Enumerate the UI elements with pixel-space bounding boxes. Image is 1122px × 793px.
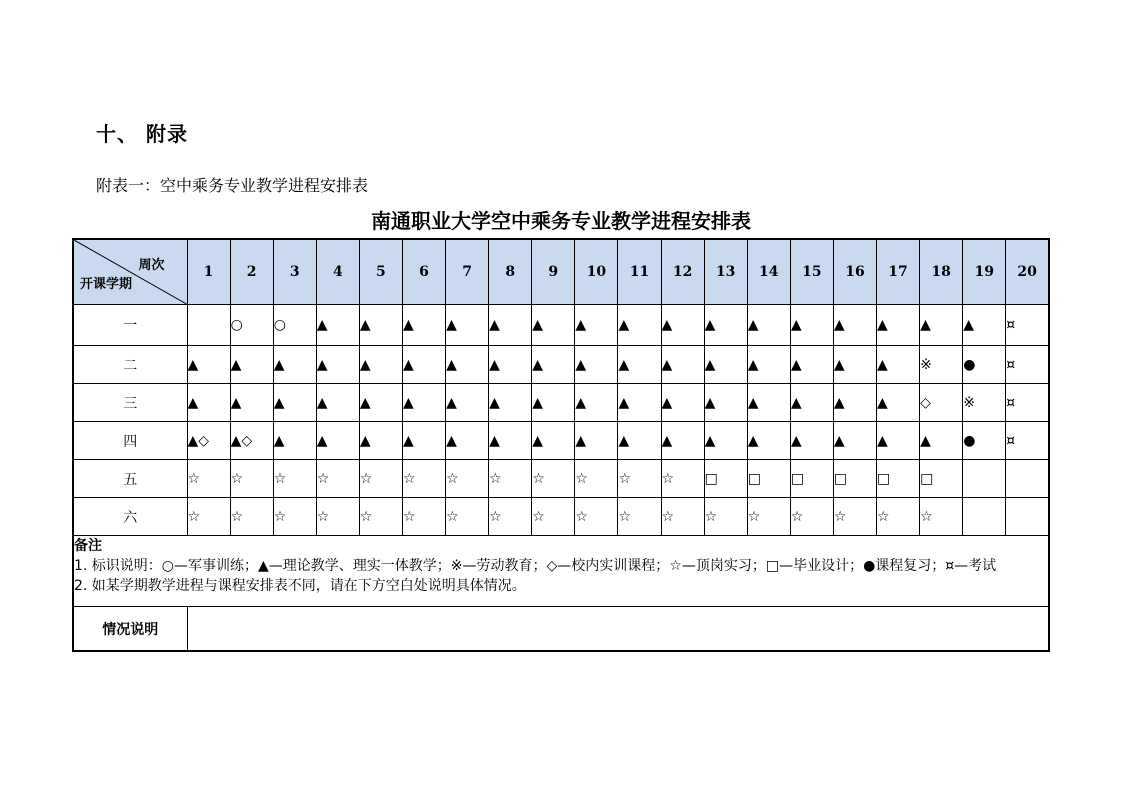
schedule-cell: ▲ — [446, 305, 489, 346]
schedule-cell: ☆ — [187, 498, 230, 536]
schedule-cell: ▲ — [833, 384, 876, 422]
schedule-cell: ▲ — [877, 384, 920, 422]
schedule-cell — [963, 460, 1006, 498]
schedule-cell: ▲ — [704, 305, 747, 346]
notes-legend-line: 1. 标识说明：○—军事训练；▲—理论教学、理实一体教学；※—劳动教育；◇—校内实训课程；☆—顶岗实习；□—毕业设计；●课程复习；¤—考试 — [74, 558, 997, 574]
schedule-cell: ☆ — [833, 498, 876, 536]
schedule-cell: ▲ — [446, 384, 489, 422]
schedule-cell: ▲ — [747, 305, 790, 346]
schedule-cell — [963, 498, 1006, 536]
notes-row — [73, 536, 1049, 607]
schedule-cell — [187, 305, 230, 346]
schedule-cell: ¤ — [1006, 422, 1049, 460]
semester-label: 五 — [73, 460, 187, 498]
schedule-cell: ▲ — [489, 422, 532, 460]
schedule-cell: ▲ — [575, 384, 618, 422]
schedule-cell: ● — [963, 422, 1006, 460]
week-header-cell: 1 — [187, 239, 230, 305]
schedule-cell: ▲ — [489, 384, 532, 422]
situation-row — [73, 607, 1049, 652]
schedule-cell: ▲ — [230, 384, 273, 422]
schedule-cell: ☆ — [704, 498, 747, 536]
schedule-cell: ▲ — [187, 346, 230, 384]
schedule-cell: ▲ — [661, 305, 704, 346]
schedule-cell: ☆ — [230, 460, 273, 498]
schedule-cell — [1006, 498, 1049, 536]
schedule-cell: ☆ — [920, 498, 963, 536]
schedule-cell: ☆ — [402, 498, 445, 536]
schedule-cell: ▲ — [661, 384, 704, 422]
schedule-cell: ▲ — [230, 346, 273, 384]
schedule-cell: ▲◇ — [230, 422, 273, 460]
schedule-cell: ▲ — [833, 305, 876, 346]
semester-label: 四 — [73, 422, 187, 460]
week-header-cell: 13 — [704, 239, 747, 305]
corner-diagonal — [74, 240, 187, 304]
schedule-cell: ▲ — [747, 384, 790, 422]
schedule-cell: ▲ — [833, 422, 876, 460]
schedule-cell: ▲ — [618, 305, 661, 346]
schedule-cell: ▲ — [532, 384, 575, 422]
week-header-cell: 3 — [273, 239, 316, 305]
week-header-cell: 16 — [833, 239, 876, 305]
schedule-cell: □ — [704, 460, 747, 498]
schedule-cell: ▲ — [790, 346, 833, 384]
schedule-cell: □ — [747, 460, 790, 498]
schedule-cell: ▲ — [920, 305, 963, 346]
schedule-cell: ▲ — [575, 346, 618, 384]
schedule-cell: ☆ — [489, 460, 532, 498]
schedule-cell: ☆ — [230, 498, 273, 536]
schedule-cell: ▲ — [446, 422, 489, 460]
schedule-cell: ☆ — [359, 460, 402, 498]
schedule-cell: □ — [833, 460, 876, 498]
schedule-cell: □ — [920, 460, 963, 498]
semester-label: 一 — [73, 305, 187, 346]
schedule-cell: ▲ — [532, 305, 575, 346]
situation-label: 情况说明 — [73, 607, 187, 652]
schedule-cell: □ — [877, 460, 920, 498]
schedule-cell: ▲ — [402, 422, 445, 460]
week-header-cell: 2 — [230, 239, 273, 305]
schedule-cell: ☆ — [359, 498, 402, 536]
semester-label: 六 — [73, 498, 187, 536]
schedule-cell: ▲ — [790, 384, 833, 422]
schedule-cell: ☆ — [316, 460, 359, 498]
corner-cell — [73, 239, 187, 305]
schedule-cell: ▲ — [273, 384, 316, 422]
schedule-cell: ☆ — [575, 460, 618, 498]
week-header-cell: 5 — [359, 239, 402, 305]
semester-label: 二 — [73, 346, 187, 384]
corner-week-label: 周次 — [138, 258, 165, 273]
schedule-table — [72, 238, 1050, 652]
schedule-cell: ▲ — [618, 346, 661, 384]
schedule-cell: ¤ — [1006, 305, 1049, 346]
schedule-cell: ▲ — [359, 422, 402, 460]
semester-row — [73, 384, 1049, 422]
schedule-cell: ▲ — [877, 422, 920, 460]
schedule-cell: ▲ — [532, 422, 575, 460]
schedule-cell: ▲ — [489, 346, 532, 384]
schedule-cell: ☆ — [618, 460, 661, 498]
schedule-cell: ☆ — [446, 498, 489, 536]
schedule-cell: ☆ — [273, 498, 316, 536]
schedule-cell: ☆ — [747, 498, 790, 536]
schedule-cell: ▲ — [316, 346, 359, 384]
semester-row — [73, 346, 1049, 384]
schedule-cell — [1006, 460, 1049, 498]
corner-semester-label: 开课学期 — [80, 277, 133, 292]
notes-instruction-line: 2. 如某学期教学进程与课程安排表不同，请在下方空白处说明具体情况。 — [74, 578, 526, 594]
schedule-cell: ☆ — [489, 498, 532, 536]
schedule-cell: ▲ — [402, 346, 445, 384]
week-header-cell: 11 — [618, 239, 661, 305]
schedule-cell: ☆ — [316, 498, 359, 536]
schedule-cell: ▲ — [273, 346, 316, 384]
schedule-cell: ☆ — [446, 460, 489, 498]
schedule-cell: ● — [963, 346, 1006, 384]
schedule-cell: ☆ — [532, 460, 575, 498]
schedule-cell: ▲ — [316, 384, 359, 422]
semester-row — [73, 305, 1049, 346]
schedule-cell: ▲ — [316, 305, 359, 346]
week-header-cell: 10 — [575, 239, 618, 305]
schedule-cell: ▲ — [833, 346, 876, 384]
schedule-cell: ▲ — [963, 305, 1006, 346]
schedule-cell: ▲ — [618, 422, 661, 460]
schedule-cell: ▲ — [187, 384, 230, 422]
week-header-cell: 12 — [661, 239, 704, 305]
schedule-cell: ☆ — [661, 460, 704, 498]
schedule-cell: ▲ — [532, 346, 575, 384]
semester-row — [73, 498, 1049, 536]
week-header-cell: 18 — [920, 239, 963, 305]
appendix-subheading: 附表一：空中乘务专业教学进程安排表 — [96, 176, 369, 195]
schedule-cell: ○ — [273, 305, 316, 346]
schedule-cell: ▲ — [661, 422, 704, 460]
schedule-cell: ▲ — [747, 422, 790, 460]
schedule-cell: ☆ — [532, 498, 575, 536]
schedule-cell: ※ — [920, 346, 963, 384]
schedule-cell: ▲ — [273, 422, 316, 460]
schedule-cell: ▲ — [877, 346, 920, 384]
schedule-cell: ▲ — [618, 384, 661, 422]
week-header-cell: 20 — [1006, 239, 1049, 305]
schedule-cell: ▲ — [704, 346, 747, 384]
semester-row — [73, 422, 1049, 460]
schedule-cell: ▲ — [790, 422, 833, 460]
week-header-cell: 19 — [963, 239, 1006, 305]
schedule-cell: ※ — [963, 384, 1006, 422]
week-header-row — [73, 239, 1049, 305]
schedule-cell: ◇ — [920, 384, 963, 422]
schedule-cell: ▲ — [446, 346, 489, 384]
section-heading: 十、 附录 — [96, 122, 188, 146]
schedule-cell: ☆ — [790, 498, 833, 536]
semester-row — [73, 460, 1049, 498]
schedule-cell: ▲ — [920, 422, 963, 460]
schedule-cell: ▲ — [790, 305, 833, 346]
schedule-cell: ☆ — [618, 498, 661, 536]
week-header-cell: 8 — [489, 239, 532, 305]
schedule-cell: ▲ — [359, 384, 402, 422]
schedule-cell: ▲ — [575, 422, 618, 460]
table-title: 南通职业大学空中乘务专业教学进程安排表 — [371, 209, 751, 233]
schedule-cell: ▲ — [402, 384, 445, 422]
schedule-cell: ▲ — [359, 305, 402, 346]
schedule-cell: ▲ — [402, 305, 445, 346]
week-header-cell: 17 — [877, 239, 920, 305]
schedule-cell: ▲ — [359, 346, 402, 384]
notes-cell — [73, 536, 1049, 607]
schedule-cell: ☆ — [877, 498, 920, 536]
semester-label: 三 — [73, 384, 187, 422]
schedule-cell: ☆ — [575, 498, 618, 536]
week-header-cell: 14 — [747, 239, 790, 305]
week-header-cell: 9 — [532, 239, 575, 305]
week-header-cell: 4 — [316, 239, 359, 305]
schedule-cell: ☆ — [661, 498, 704, 536]
schedule-table-body — [73, 239, 1049, 651]
situation-value-field[interactable] — [187, 607, 1049, 652]
schedule-cell: ▲◇ — [187, 422, 230, 460]
week-header-cell: 6 — [402, 239, 445, 305]
schedule-cell: ▲ — [747, 346, 790, 384]
week-header-cell: 15 — [790, 239, 833, 305]
schedule-cell: ☆ — [273, 460, 316, 498]
schedule-cell: ○ — [230, 305, 273, 346]
schedule-cell: ¤ — [1006, 346, 1049, 384]
schedule-cell: ▲ — [575, 305, 618, 346]
schedule-cell: □ — [790, 460, 833, 498]
schedule-cell: ☆ — [187, 460, 230, 498]
schedule-cell: ▲ — [489, 305, 532, 346]
schedule-cell: ☆ — [402, 460, 445, 498]
schedule-cell: ▲ — [316, 422, 359, 460]
notes-label: 备注 — [74, 538, 102, 554]
schedule-cell: ▲ — [704, 384, 747, 422]
week-header-cell: 7 — [446, 239, 489, 305]
schedule-cell: ▲ — [704, 422, 747, 460]
schedule-cell: ▲ — [661, 346, 704, 384]
schedule-cell: ▲ — [877, 305, 920, 346]
schedule-cell: ¤ — [1006, 384, 1049, 422]
